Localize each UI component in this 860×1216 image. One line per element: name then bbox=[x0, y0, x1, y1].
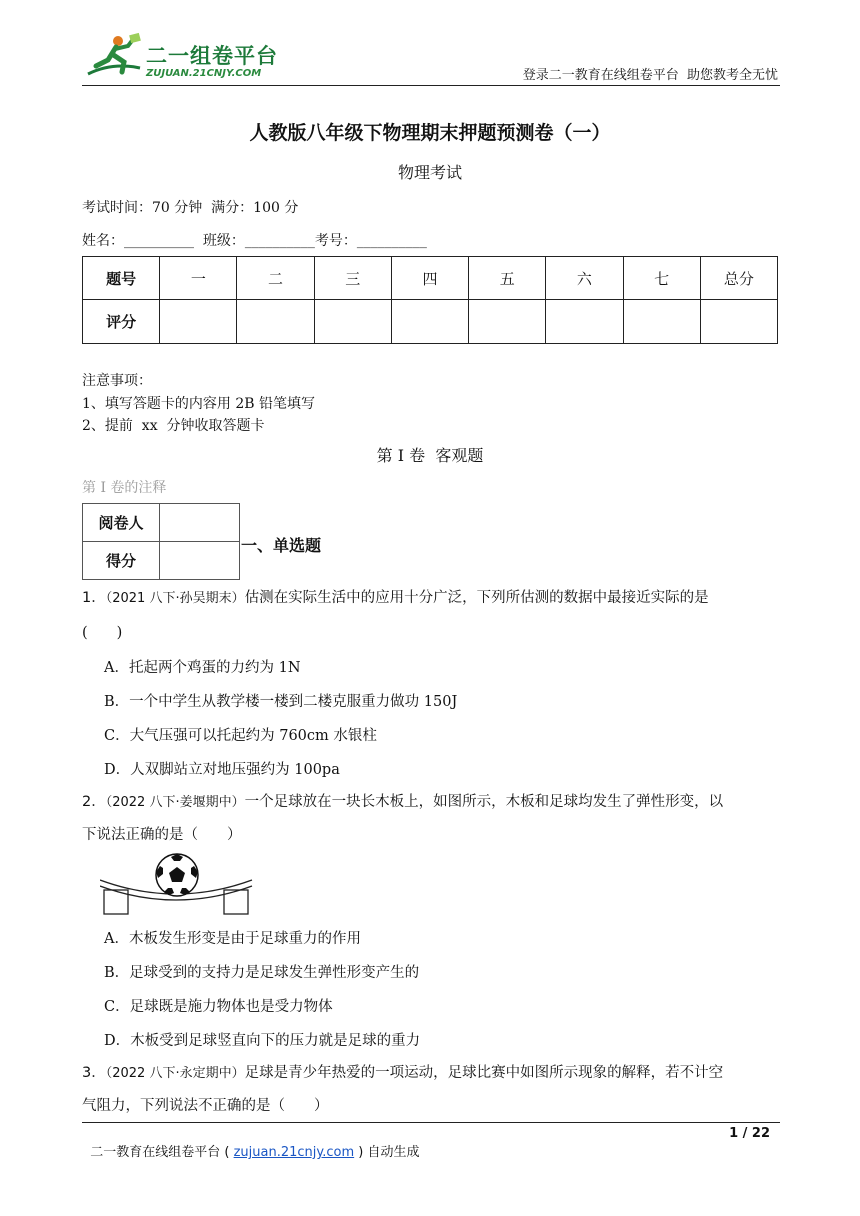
question-stem: 一个足球放在一块长木板上，如图所示，木板和足球均发生了弹性形变，以 bbox=[244, 794, 724, 810]
score-header-cell: 四 bbox=[391, 257, 468, 300]
question-number: 2． bbox=[82, 794, 106, 810]
score-header-cell: 三 bbox=[314, 257, 391, 300]
exam-subtitle: 物理考试 bbox=[397, 163, 462, 182]
footer-prefix: 二一教育在线组卷平台 ( bbox=[90, 1145, 234, 1160]
question-number: 1． bbox=[82, 590, 106, 606]
option-text: 托起两个鸡蛋的力约为 1N bbox=[128, 660, 301, 676]
footer-link[interactable]: zujuan.21cnjy.com bbox=[233, 1145, 355, 1160]
score-cell[interactable] bbox=[700, 300, 777, 344]
option-key: A． bbox=[104, 931, 129, 947]
reviewer-label: 阅卷人 bbox=[83, 504, 160, 542]
question-source: （2022 八下·姜堰期中） bbox=[105, 795, 245, 810]
score-cell[interactable] bbox=[314, 300, 391, 344]
score-table bbox=[82, 256, 778, 344]
score-header-cell: 总分 bbox=[700, 257, 777, 300]
score-header-cell: 五 bbox=[469, 257, 546, 300]
score-cell[interactable] bbox=[160, 300, 237, 344]
question-stem: 估测在实际生活中的应用十分广泛，下列所估测的数据中最接近实际的是 bbox=[244, 590, 709, 606]
score-cell[interactable] bbox=[237, 300, 314, 344]
option-a[interactable] bbox=[104, 656, 301, 677]
score-cell[interactable] bbox=[623, 300, 700, 344]
runner-logo-icon bbox=[82, 32, 146, 80]
question-3 bbox=[82, 1062, 782, 1085]
score-header-cell: 六 bbox=[546, 257, 623, 300]
option-key: D． bbox=[104, 762, 131, 778]
question-number: 3． bbox=[82, 1065, 106, 1081]
score-cell[interactable] bbox=[469, 300, 546, 344]
option-b[interactable] bbox=[104, 690, 457, 711]
score-input-cell[interactable] bbox=[160, 542, 240, 580]
footer-text bbox=[82, 1126, 419, 1160]
option-b[interactable] bbox=[104, 961, 419, 982]
football-icon bbox=[156, 854, 198, 896]
option-d[interactable] bbox=[104, 1029, 420, 1050]
header-divider bbox=[82, 85, 780, 86]
option-c[interactable] bbox=[104, 724, 377, 745]
option-key: B． bbox=[104, 694, 130, 710]
option-key: C． bbox=[104, 999, 130, 1015]
option-a[interactable] bbox=[104, 927, 361, 948]
score-header-cell: 一 bbox=[160, 257, 237, 300]
option-key: D． bbox=[104, 1033, 131, 1049]
notes-title: 注意事项： bbox=[82, 373, 152, 389]
score-table-row bbox=[83, 300, 778, 344]
option-text: 木板受到足球竖直向下的压力就是足球的重力 bbox=[130, 1033, 421, 1049]
logo bbox=[82, 32, 282, 82]
score-header-cell: 题号 bbox=[83, 257, 160, 300]
section-note: 第 I 卷的注释 bbox=[82, 480, 167, 496]
score-row-label: 评分 bbox=[83, 300, 160, 344]
footer-divider bbox=[82, 1122, 780, 1123]
header-slogan: 登录二一教育在线组卷平台 助您教考全无忧 bbox=[522, 68, 778, 83]
note-item: 2、提前 xx 分钟收取答题卡 bbox=[82, 418, 265, 434]
question-stem-cont: ( ) bbox=[82, 625, 123, 641]
footer-suffix: ) 自动生成 bbox=[354, 1145, 420, 1160]
score-label: 得分 bbox=[83, 542, 160, 580]
question-stem: 足球是青少年热爱的一项运动，足球比赛中如图所示现象的解释，若不计空 bbox=[244, 1065, 724, 1081]
question-1 bbox=[82, 587, 782, 610]
option-text: 一个中学生从教学楼一楼到二楼克服重力做功 150J bbox=[129, 694, 458, 710]
question-source: （2021 八下·孙吴期末） bbox=[105, 591, 245, 606]
option-key: B． bbox=[104, 965, 130, 981]
option-text: 足球既是施力物体也是受力物体 bbox=[129, 999, 333, 1015]
score-table-header-row bbox=[83, 257, 778, 300]
question-source: （2022 八下·永定期中） bbox=[105, 1066, 245, 1081]
question-stem-cont: 下说法正确的是（ ） bbox=[82, 827, 242, 843]
score-header-cell: 二 bbox=[237, 257, 314, 300]
student-info-line: 姓名：__________ 班级：__________考号：__________ bbox=[82, 233, 427, 249]
page-number: 1 / 22 bbox=[729, 1126, 770, 1141]
option-c[interactable] bbox=[104, 995, 333, 1016]
score-header-cell: 七 bbox=[623, 257, 700, 300]
option-key: A． bbox=[104, 660, 129, 676]
section-heading: 一、单选题 bbox=[241, 536, 322, 555]
question-2 bbox=[82, 791, 782, 814]
note-item: 1、填写答题卡的内容用 2B 铅笔填写 bbox=[82, 396, 316, 412]
option-key: C． bbox=[104, 728, 130, 744]
option-text: 足球受到的支持力是足球发生弹性形变产生的 bbox=[129, 965, 420, 981]
score-cell[interactable] bbox=[391, 300, 468, 344]
option-text: 人双脚站立对地压强约为 100pa bbox=[130, 762, 340, 778]
reviewer-table bbox=[82, 503, 240, 580]
logo-sub-text: ZUJUAN.21CNJY.COM bbox=[146, 68, 262, 79]
option-text: 木板发生形变是由于足球重力的作用 bbox=[128, 931, 361, 947]
football-board-figure bbox=[100, 850, 260, 920]
option-text: 大气压强可以托起约为 760cm 水银柱 bbox=[129, 728, 377, 744]
time-score-line: 考试时间：70 分钟 满分：100 分 bbox=[82, 200, 299, 216]
section-title: 第 I 卷 客观题 bbox=[376, 446, 484, 465]
option-d[interactable] bbox=[104, 758, 340, 779]
reviewer-cell[interactable] bbox=[160, 504, 240, 542]
question-stem-cont: 气阻力，下列说法不正确的是（ ） bbox=[82, 1098, 329, 1114]
score-cell[interactable] bbox=[546, 300, 623, 344]
exam-title: 人教版八年级下物理期末押题预测卷（一） bbox=[249, 122, 611, 144]
logo-main-text: 二一组卷平台 bbox=[146, 44, 278, 68]
